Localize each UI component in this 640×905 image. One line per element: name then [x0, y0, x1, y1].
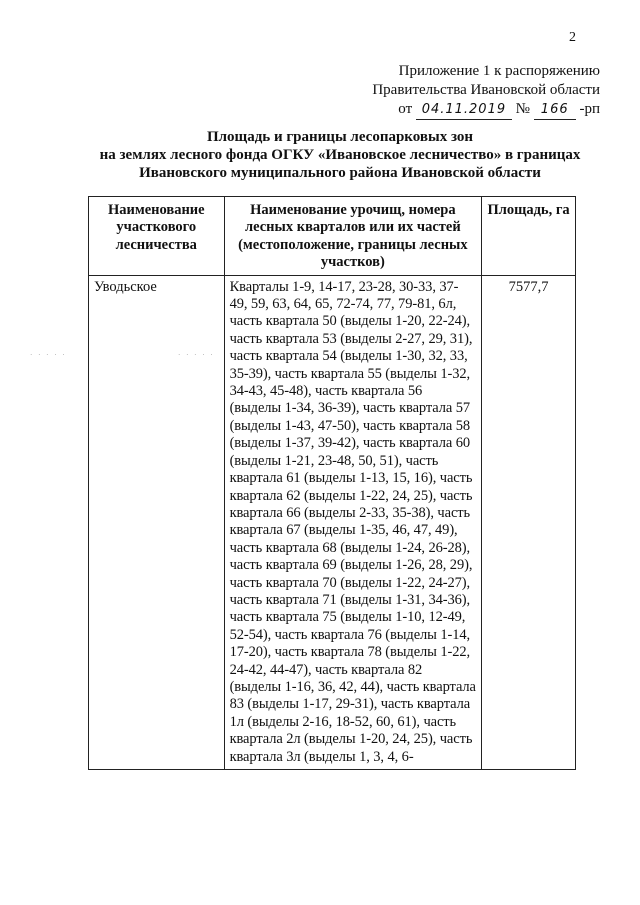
document-title — [80, 128, 600, 182]
handwritten-date: 04.11.2019 — [416, 100, 512, 120]
title-line-1: Площадь и границы лесопарковых зон — [206, 129, 474, 145]
cell-forestry: Уводьское — [89, 275, 225, 769]
title-line-3: Ивановского муниципального района Ивановской области — [139, 165, 541, 181]
number-label: № — [515, 101, 530, 117]
from-label: от — [398, 101, 413, 117]
page-number: 2 — [569, 30, 576, 45]
appendix-date-line — [300, 100, 600, 120]
scan-artifact-left: · · · · · — [30, 351, 67, 359]
appendix-line-1: Приложение 1 к распоряжению — [398, 63, 600, 79]
cell-description: Кварталы 1-9, 14-17, 23-28, 30-33, 37-49, 59, 63, 64, 65, 72-74, 77, 79-81, 6л, часть квартала 50 (выделы 1-20, 22-24), часть квартала 53 (выделы 2-27, 29, 31), часть квартала 54 (выделы 1-30, 32, 33, 35-39), часть квартала 55 (выделы 1-32, 34-43, 45-48), часть квартала 56 (выделы 1-34, 36-39), часть квартала 57 (выделы 1-43, 47-50), часть квартала 58 (выделы 1-37, 39-42), часть квартала 60 (выделы 1-21, 23-48, 50, 51), часть квартала 61 (выделы 1-13, 15, 16), часть квартала 62 (выделы 1-22, 24, 25), часть квартала 66 (выделы 2-33, 35-38), часть квартала 67 (выделы 1-35, 46, 47, 49), часть квартала 68 (выделы 1-24, 26-28), часть квартала 69 (выделы 1-26, 28, 29), часть квартала 70 (выделы 1-22, 24-27), часть квартала 71 (выделы 1-31, 34-36), часть квартала 75 (выделы 1-10, 12-49, 52-54), часть квартала 76 (выделы 1-14, 17-20), часть квартала 78 (выделы 1-22, 24-42, 44-47), часть квартала 82 (выделы 1-16, 36, 42, 44), часть квартала 83 (выделы 1-17, 29-31), часть квартала 1л (выделы 2-16, 18-52, 60, 61), часть квартала 2л (выделы 1-20, 24, 25), часть квартала 3л (выделы 1, 3, 4, 6- — [224, 275, 482, 769]
appendix-block — [300, 62, 600, 120]
order-suffix: -рп — [579, 101, 600, 117]
cell-area: 7577,7 — [482, 275, 576, 769]
table-header-row — [89, 197, 576, 276]
header-description: Наименование урочищ, номера лесных кварталов или их частей (местоположение, границы лесных участков) — [224, 197, 482, 276]
handwritten-number: 166 — [534, 100, 576, 120]
forest-zones-table — [88, 196, 576, 770]
header-area: Площадь, га — [482, 197, 576, 276]
appendix-line-2: Правительства Ивановской области — [372, 82, 600, 98]
title-line-2: на землях лесного фонда ОГКУ «Ивановское лесничество» в границах — [99, 147, 581, 163]
table-row — [89, 275, 576, 769]
header-forestry: Наименование участкового лесничества — [89, 197, 225, 276]
scan-artifact-mid: · · · · · — [178, 351, 215, 359]
